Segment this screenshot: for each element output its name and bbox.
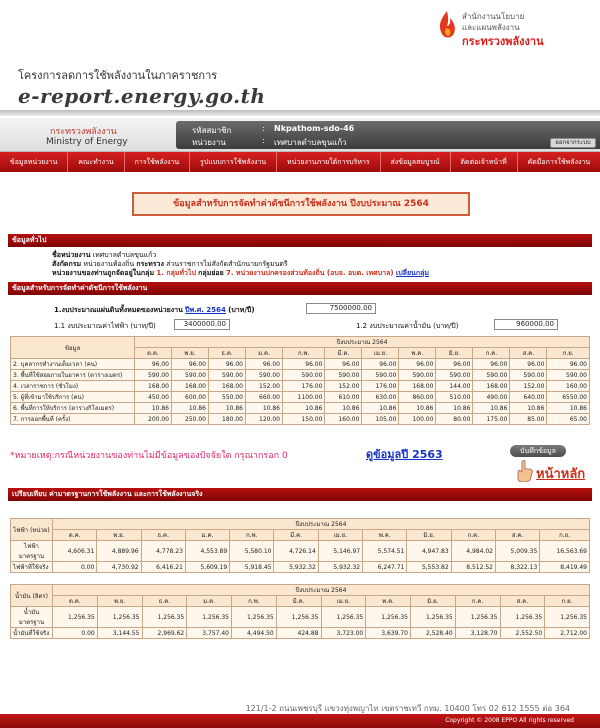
value-cell[interactable]: 550.00	[209, 392, 246, 403]
value-cell: 1,256.35	[411, 607, 456, 628]
value-cell[interactable]: 96.00	[399, 359, 436, 370]
value-cell[interactable]: 96.00	[362, 359, 399, 370]
value-cell[interactable]: 10.86	[246, 403, 283, 414]
ministry-name-en: Ministry of Energy	[46, 137, 128, 147]
value-cell: 3,639.70	[366, 628, 411, 639]
table-header-row	[11, 337, 590, 348]
general-info-header: ข้อมูลทั่วไป	[8, 234, 592, 247]
oil-unit-label: น้ำมัน (ลิตร)	[11, 585, 53, 607]
month-header: พ.ค.	[399, 348, 436, 359]
value-cell: 5,932.32	[274, 562, 318, 573]
month-header: ม.ค.	[187, 596, 232, 607]
elec-year-header: ปีงบประมาณ 2564	[53, 519, 590, 530]
value-cell[interactable]: 450.00	[135, 392, 172, 403]
value-cell[interactable]: 168.00	[209, 381, 246, 392]
value-cell[interactable]: 1100.00	[283, 392, 325, 403]
flame-logo-icon	[436, 10, 458, 40]
eppo-line3: กระทรวงพลังงาน	[462, 35, 544, 48]
month-header: เม.ย.	[318, 530, 362, 541]
value-cell[interactable]: 200.00	[135, 414, 172, 425]
value-cell: 5,918.45	[230, 562, 274, 573]
value-cell[interactable]: 152.00	[246, 381, 283, 392]
value-cell[interactable]: 10.86	[172, 403, 209, 414]
value-cell[interactable]: 160.00	[547, 381, 590, 392]
oil-year-row	[11, 585, 590, 596]
month-header: ส.ค.	[495, 530, 539, 541]
value-cell[interactable]: 590.00	[325, 370, 362, 381]
table-row	[11, 414, 590, 425]
month-header: ก.ย.	[545, 596, 590, 607]
elec-actual-row	[11, 562, 590, 573]
elec-budget-input[interactable]: 3400000.00	[174, 319, 230, 330]
value-cell[interactable]: 6550.00	[547, 392, 590, 403]
subgroup-value: 7. หน่วยงานปกครองส่วนท้องถิ่น (อบจ. อบต. เทศบาล)	[225, 269, 394, 277]
value-cell[interactable]: 590.00	[172, 370, 209, 381]
value-cell[interactable]: 10.86	[399, 403, 436, 414]
value-cell: 4,606.31	[53, 541, 97, 562]
remark-text: *หมายเหตุ:กรณีหน่วยงานของท่านไม่มีข้อมูลของปัจจัยใด กรุณากรอก 0	[10, 451, 288, 461]
footer-address: 121/1-2 ถนนเพชรบุรี แขวงทุ่งพญาไท เขตราชเทวี กทม. 10400 โทร 02 612 1555 ต่อ 364	[245, 704, 570, 713]
elec-unit-label: ไฟฟ้า (หน่วย)	[11, 519, 53, 541]
eppo-line2: และแผนพลังงาน	[462, 23, 520, 32]
value-cell[interactable]: 610.00	[325, 392, 362, 403]
value-cell: 5,009.35	[495, 541, 539, 562]
value-cell: 4,947.83	[407, 541, 451, 562]
value-cell: 4,494.50	[232, 628, 277, 639]
value-cell[interactable]: 152.00	[325, 381, 362, 392]
budget-year-link[interactable]: ปีพ.ศ. 2564	[185, 306, 226, 314]
value-cell: 4,730.92	[97, 562, 141, 573]
table-row	[11, 381, 590, 392]
nav-manual[interactable]: คัดมือการใช้พลังงาน	[527, 158, 591, 166]
site-header	[0, 0, 600, 118]
value-cell: 3,723.00	[321, 628, 366, 639]
main-nav	[0, 152, 600, 172]
month-header: ส.ค.	[500, 596, 545, 607]
value-cell: 8,322.13	[495, 562, 539, 573]
value-cell: 5,574.51	[363, 541, 407, 562]
value-cell[interactable]: 10.86	[362, 403, 399, 414]
affiliation-label: สังกัดกรม	[52, 260, 82, 268]
save-button[interactable]: บันทึกข้อมูล	[510, 445, 566, 457]
agency-value: เทศบาลตำบลขุนแก้ว	[274, 138, 347, 147]
value-cell[interactable]: 590.00	[473, 370, 510, 381]
index-data-header: ข้อมูลสำหรับการจัดทำค่าดัชนีการใช้พลังงาน	[8, 282, 592, 295]
value-cell[interactable]: 590.00	[510, 370, 547, 381]
value-cell[interactable]: 490.00	[473, 392, 510, 403]
month-header: ธ.ค.	[142, 596, 187, 607]
agency-label: หน่วยงาน	[192, 138, 226, 147]
value-cell[interactable]: 10.86	[325, 403, 362, 414]
value-cell: 1,256.35	[455, 607, 500, 628]
value-cell: 1,256.35	[276, 607, 321, 628]
account-bar	[0, 118, 600, 152]
table-row	[11, 370, 590, 381]
value-cell[interactable]: 630.00	[362, 392, 399, 403]
home-button[interactable]	[516, 460, 596, 484]
oil-year-header: ปีงบประมาณ 2564	[53, 585, 590, 596]
nav-energy-pattern[interactable]: รูปแบบการใช้พลังงาน	[190, 152, 277, 172]
value-cell: 3,128.70	[455, 628, 500, 639]
value-cell[interactable]: 96.00	[510, 359, 547, 370]
value-cell: 1,256.35	[232, 607, 277, 628]
value-cell: 0.00	[53, 562, 97, 573]
value-cell[interactable]: 96.00	[246, 359, 283, 370]
site-logo-text[interactable]: e-report.energy.go.th	[18, 84, 266, 108]
oil-months-row	[11, 596, 590, 607]
month-header: มิ.ย.	[407, 530, 451, 541]
value-cell: 5,609.19	[185, 562, 229, 573]
value-cell: 1,256.35	[545, 607, 590, 628]
nav-contact-staff[interactable]: ติดต่อเจ้าหน้าที่	[451, 152, 518, 172]
member-id-value: Nkpathom-sdo-46	[274, 124, 355, 133]
value-cell: 1,256.35	[97, 607, 142, 628]
month-header: ก.ย.	[540, 530, 590, 541]
value-cell: 2,969.62	[142, 628, 187, 639]
ministry-name-th: กระทรวงพลังงาน	[50, 127, 117, 137]
month-header: ก.พ.	[232, 596, 277, 607]
month-header: ต.ค.	[53, 530, 97, 541]
agency-colon: :	[262, 136, 265, 145]
agency-name-value: เทศบาลตำบลขุนแก้ว	[92, 251, 157, 259]
row-label: 3. พื้นที่ใช้สอยภายในอาคาร (ตารางเมตร)	[11, 370, 135, 381]
month-header: ก.ย.	[547, 348, 590, 359]
value-cell[interactable]: 590.00	[209, 370, 246, 381]
value-cell[interactable]: 176.00	[283, 381, 325, 392]
month-header: ก.พ.	[283, 348, 325, 359]
value-cell: 2,712.00	[545, 628, 590, 639]
value-cell[interactable]: 168.00	[399, 381, 436, 392]
value-cell: 1,256.35	[53, 607, 98, 628]
value-cell: 1,256.35	[321, 607, 366, 628]
value-cell[interactable]: 168.00	[135, 381, 172, 392]
month-header: ก.ค.	[455, 596, 500, 607]
month-header: เม.ย.	[321, 596, 366, 607]
elec-actual-label: ไฟฟ้าที่ใช้จริง	[11, 562, 53, 573]
nav-submit-data[interactable]: ส่งข้อมูลสมบูรณ์	[381, 152, 451, 172]
value-cell: 3,144.55	[97, 628, 142, 639]
month-header: ธ.ค.	[209, 348, 246, 359]
value-cell: 8,512.52	[451, 562, 495, 573]
elec-year-row	[11, 519, 590, 530]
value-cell: 5,580.10	[230, 541, 274, 562]
subgroup-text: กลุ่มย่อย	[198, 269, 224, 277]
value-cell[interactable]: 600.00	[172, 392, 209, 403]
elec-budget-label: 1.1 งบประมาณค่าไฟฟ้า (บาท/ปี)	[54, 322, 156, 330]
value-cell[interactable]: 10.86	[283, 403, 325, 414]
total-budget-unit: (บาท/ปี)	[228, 306, 255, 314]
value-cell[interactable]: 105.00	[362, 414, 399, 425]
value-cell: 4,778.23	[141, 541, 185, 562]
table-row	[11, 359, 590, 370]
value-cell[interactable]: 510.00	[436, 392, 473, 403]
month-header: มี.ค.	[276, 596, 321, 607]
total-budget-label: 1.งบประมาณแผ่นดินทั้งหมดของหน่วยงาน	[54, 306, 183, 314]
row-label: 6. พื้นที่การให้บริการ (ตารางกิโลเมตร)	[11, 403, 135, 414]
month-header: ส.ค.	[510, 348, 547, 359]
value-cell[interactable]: 10.86	[547, 403, 590, 414]
value-cell: 1,256.35	[142, 607, 187, 628]
month-header: ต.ค.	[53, 596, 98, 607]
month-header: พ.ย.	[97, 530, 141, 541]
value-cell: 1,256.35	[500, 607, 545, 628]
value-cell[interactable]: 100.00	[399, 414, 436, 425]
month-header: ก.ค.	[473, 348, 510, 359]
value-cell: 4,726.14	[274, 541, 318, 562]
value-cell: 2,552.50	[500, 628, 545, 639]
group-value: 1. กลุ่มทั่วไป	[156, 269, 196, 277]
value-cell[interactable]: 85.00	[510, 414, 547, 425]
value-cell[interactable]: 250.00	[172, 414, 209, 425]
logout-button[interactable]: ออกจากระบบ	[550, 138, 596, 148]
value-cell[interactable]: 96.00	[436, 359, 473, 370]
month-header: มี.ค.	[325, 348, 362, 359]
value-cell: 1,256.35	[187, 607, 232, 628]
value-cell[interactable]: 176.00	[362, 381, 399, 392]
footer-copyright: Copyright © 2008 EPPO All rights reserved	[0, 714, 600, 728]
value-cell[interactable]: 80.00	[436, 414, 473, 425]
value-cell[interactable]: 590.00	[135, 370, 172, 381]
member-id-label: รหัสสมาชิก	[192, 126, 232, 135]
electricity-compare-table	[10, 518, 590, 573]
program-title: โครงการลดการใช้พลังงานในภาคราชการ	[18, 69, 218, 82]
value-cell[interactable]: 150.00	[283, 414, 325, 425]
group-text: หน่วยงานของท่านถูกจัดอยู่ในกลุ่ม	[52, 269, 155, 277]
value-cell: 2,528.40	[411, 628, 456, 639]
value-cell[interactable]: 10.86	[209, 403, 246, 414]
affiliation-value: หน่วยงานท้องถิ่น	[83, 260, 135, 268]
nav-sub-agencies[interactable]: หน่วยงานภายใต้การบริหาร	[277, 152, 380, 172]
value-cell: 16,563.69	[540, 541, 590, 562]
value-cell[interactable]: 96.00	[547, 359, 590, 370]
value-cell: 424.88	[276, 628, 321, 639]
ministry-label: กระทรวง	[136, 260, 164, 268]
home-label: หน้าหลัก	[536, 467, 586, 482]
value-cell[interactable]: 180.00	[209, 414, 246, 425]
oil-std-row	[11, 607, 590, 628]
value-cell[interactable]: 860.00	[399, 392, 436, 403]
value-cell[interactable]: 96.00	[283, 359, 325, 370]
value-cell: 5,932.32	[318, 562, 362, 573]
month-header: ม.ค.	[246, 348, 283, 359]
elec-std-label: ไฟฟ้ามาตรฐาน	[11, 541, 53, 562]
group-row	[52, 268, 429, 279]
value-cell[interactable]: 96.00	[135, 359, 172, 370]
value-cell[interactable]: 168.00	[473, 381, 510, 392]
value-cell: 6,416.21	[141, 562, 185, 573]
value-cell[interactable]: 160.00	[325, 414, 362, 425]
page-title: ข้อมูลสำหรับการจัดทำค่าดัชนีการใช้พลังงาน ปีงบประมาณ 2564	[132, 192, 470, 216]
ministry-value: ส่วนราชการไม่สังกัดสำนักนายกรัฐมนตรี	[166, 260, 288, 268]
value-cell: 0.00	[53, 628, 98, 639]
total-budget-row	[54, 305, 255, 316]
oil-actual-row	[11, 628, 590, 639]
value-cell: 4,553.89	[185, 541, 229, 562]
value-cell[interactable]: 590.00	[283, 370, 325, 381]
elec-std-row	[11, 541, 590, 562]
value-cell[interactable]: 590.00	[362, 370, 399, 381]
index-data-table	[10, 336, 590, 425]
agency-name-label: ชื่อหน่วยงาน	[52, 251, 91, 259]
member-id-colon: :	[262, 124, 265, 133]
value-cell[interactable]: 10.86	[436, 403, 473, 414]
compare-header: เปรียบเทียบ ค่ามาตรฐานการใช้พลังงาน และการใช้พลังงานจริง	[8, 488, 592, 501]
month-header: ต.ค.	[135, 348, 172, 359]
value-cell[interactable]: 120.00	[246, 414, 283, 425]
value-cell[interactable]: 660.00	[246, 392, 283, 403]
month-header: มี.ค.	[274, 530, 318, 541]
value-cell: 6,247.71	[363, 562, 407, 573]
elec-months-row	[11, 530, 590, 541]
value-cell: 3,757.40	[187, 628, 232, 639]
row-label: 2. บุคลากรทำงานเต็มเวลา (คน)	[11, 359, 135, 370]
value-cell: 4,984.02	[451, 541, 495, 562]
row-label: 4. เวลาราชการ (ชั่วโมง)	[11, 381, 135, 392]
value-cell: 5,553.82	[407, 562, 451, 573]
value-cell: 1,256.35	[366, 607, 411, 628]
value-cell[interactable]: 96.00	[172, 359, 209, 370]
value-cell: 8,419.49	[540, 562, 590, 573]
month-header: พ.ย.	[172, 348, 209, 359]
year-header: ปีงบประมาณ 2564	[135, 337, 590, 348]
value-cell[interactable]: 10.86	[135, 403, 172, 414]
month-header: พ.ค.	[363, 530, 407, 541]
month-header: มิ.ย.	[436, 348, 473, 359]
value-cell[interactable]: 65.00	[547, 414, 590, 425]
oil-budget-input[interactable]: 960000.00	[494, 319, 558, 330]
value-cell[interactable]: 152.00	[510, 381, 547, 392]
month-header: ธ.ค.	[141, 530, 185, 541]
table-row	[11, 392, 590, 403]
month-header: เม.ย.	[362, 348, 399, 359]
col-header-data: ข้อมูล	[11, 337, 135, 359]
value-cell[interactable]: 96.00	[325, 359, 362, 370]
value-cell: 4,889.96	[97, 541, 141, 562]
oil-actual-label: น้ำมันที่ใช้จริง	[11, 628, 53, 639]
site-footer	[0, 700, 600, 728]
value-cell[interactable]: 590.00	[399, 370, 436, 381]
value-cell[interactable]: 10.86	[473, 403, 510, 414]
row-label: 7. การออกพื้นที่ (ครั้ง)	[11, 414, 135, 425]
value-cell[interactable]: 10.86	[510, 403, 547, 414]
oil-budget-label: 1.2 งบประมาณค่าน้ำมัน (บาท/ปี)	[356, 322, 459, 330]
month-header: ม.ค.	[185, 530, 229, 541]
pointing-hand-icon	[516, 460, 534, 482]
value-cell: 5,146.97	[318, 541, 362, 562]
value-cell[interactable]: 640.00	[510, 392, 547, 403]
month-header: มิ.ย.	[411, 596, 456, 607]
table-row	[11, 403, 590, 414]
value-cell[interactable]: 590.00	[547, 370, 590, 381]
month-header: ก.ค.	[451, 530, 495, 541]
nav-agency-info[interactable]: ข้อมูลหน่วยงาน	[0, 152, 68, 172]
value-cell[interactable]: 168.00	[172, 381, 209, 392]
value-cell[interactable]: 144.00	[436, 381, 473, 392]
see-previous-year-link[interactable]: ดูข้อมูลปี 2563	[366, 448, 443, 461]
eppo-logo	[436, 8, 586, 48]
value-cell[interactable]: 590.00	[436, 370, 473, 381]
total-budget-input[interactable]: 7500000.00	[306, 303, 376, 314]
account-info-panel	[176, 121, 600, 149]
nav-working-group[interactable]: คณะทำงาน	[68, 152, 124, 172]
change-group-link[interactable]: เปลี่ยนกลุ่ม	[395, 269, 429, 277]
value-cell[interactable]: 96.00	[209, 359, 246, 370]
value-cell[interactable]: 590.00	[246, 370, 283, 381]
eppo-line1: สำนักงานนโยบาย	[462, 12, 525, 21]
oil-compare-table	[10, 584, 590, 639]
value-cell[interactable]: 175.00	[473, 414, 510, 425]
month-header: พ.ค.	[366, 596, 411, 607]
month-header: ก.พ.	[230, 530, 274, 541]
row-label: 5. ผู้ที่เข้ามาใช้บริการ (คน)	[11, 392, 135, 403]
month-header: พ.ย.	[97, 596, 142, 607]
value-cell[interactable]: 96.00	[473, 359, 510, 370]
oil-std-label: น้ำมันมาตรฐาน	[11, 607, 53, 628]
header-divider	[0, 110, 600, 116]
nav-energy-usage[interactable]: การใช้พลังงาน	[125, 152, 190, 172]
